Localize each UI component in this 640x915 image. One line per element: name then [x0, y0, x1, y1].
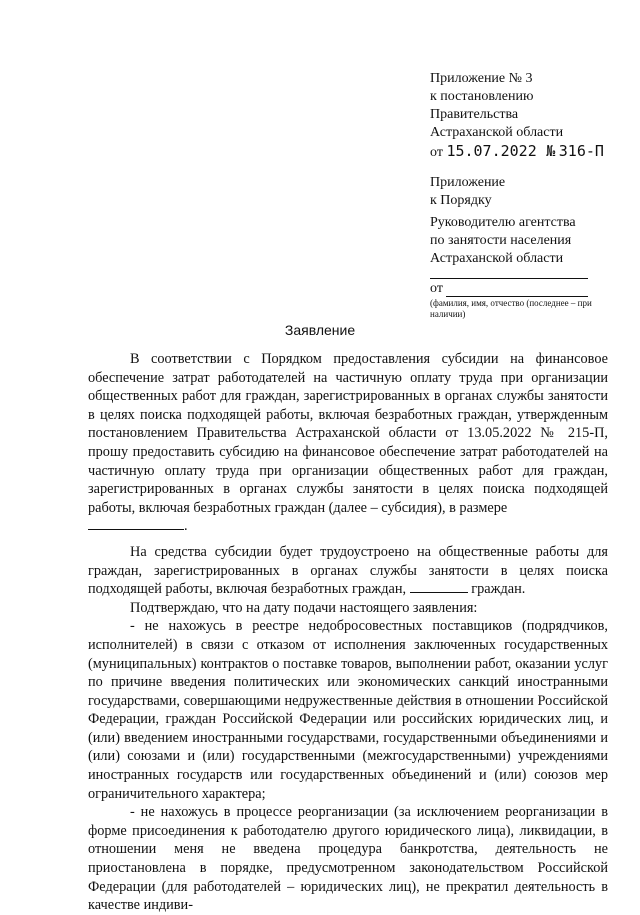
body-text	[88, 350, 608, 915]
annex2-line-2: к Порядку	[430, 193, 492, 208]
addressee-line-2: по занятости населения	[430, 233, 572, 248]
paragraph-employment	[88, 543, 608, 599]
addressee-line-1: Руководителю агентства	[430, 215, 576, 230]
paragraph-registry: - не нахожусь в реестре недобросовестных поставщиков (подрядчиков, исполнителей) в связи с отказом от исполнения заключенных государственных (муниципальных) контрактов о поставке товаров, выполнении работ, оказании услуг по причине введения политических или экономических санкций иностранными государствами, совершающими недружественные действия в отношении Российской Федерации, граждан Российской Федерации или российских юридических лиц, и (или) введением иностранными государствами, государственными объединениями и (или) союзами и (или) государственными (межгосударственными) учреждениями иностранных государств или государственных объединений и (или) союзов мер ограничительного характера;	[88, 618, 608, 802]
paragraph-employment-end: граждан.	[471, 581, 526, 598]
number-sign: №	[546, 142, 556, 160]
paragraph-request	[88, 350, 608, 517]
annex-line-4: Астраханской области	[430, 125, 564, 140]
amount-blank	[88, 529, 184, 530]
annex2-line-1: Приложение	[430, 175, 506, 190]
addressee-line-3: Астраханской области	[430, 251, 564, 266]
annex-line-2: к постановлению	[430, 89, 534, 104]
from-blank-line	[446, 296, 588, 297]
paragraph-confirm: Подтверждаю, что на дату подачи настоящего заявления:	[130, 599, 478, 616]
resolution-date: 15.07.2022	[446, 142, 537, 160]
annex-line-3: Правительства	[430, 107, 519, 122]
date-prefix: от	[430, 145, 443, 160]
resolution-number: 316-П	[558, 142, 604, 160]
from-label: от	[430, 281, 443, 296]
resolution-date-line	[430, 142, 604, 162]
signature-blank-line	[430, 278, 588, 279]
citizens-count-blank	[410, 592, 468, 593]
amount-blank-row: .	[88, 517, 608, 536]
paragraph-employment-text: На средства субсидии будет трудоустроено на общественные работы для граждан, зарегистрированных в органах службы занятости в целях поиска подходящей работы, включая безработных граждан,	[88, 543, 608, 598]
fio-note: (фамилия, имя, отчество (последнее – при наличии)	[430, 298, 592, 319]
paragraph-reorganization: - не нахожусь в процессе реорганизации (за исключением реорганизации в форме присоединения к работодателю другого юридического лица), ликвидации, в отношении меня не введена процедура банкротства, деятельность не приостановлена в порядке, предусмотренном законодательством Российской Федерации (для работодателей – юридических лиц), не прекратил деятельность в качестве индиви-	[88, 804, 608, 914]
annex-line-1: Приложение № 3	[430, 71, 533, 86]
document-title: Заявление	[284, 322, 356, 338]
paragraph-request-text: В соответствии с Порядком предоставления субсидии на финансовое обеспечение затрат работодателей на частичную оплату труда при организации общественных работ для граждан, зарегистрированных в органах службы занятости в целях поиска подходящей работы, включая безработных граждан, утвержденным постановлением Правительства Астраханской области от 13.05.2022 № 215-П, прошу предоставить субсидию на финансовое обеспечение затрат работодателей на частичную оплату труда при организации общественных работ для граждан, зарегистрированных в органах службы занятости в целях поиска подходящей работы, включая безработных граждан (далее – субсидия), в размере	[88, 351, 608, 516]
